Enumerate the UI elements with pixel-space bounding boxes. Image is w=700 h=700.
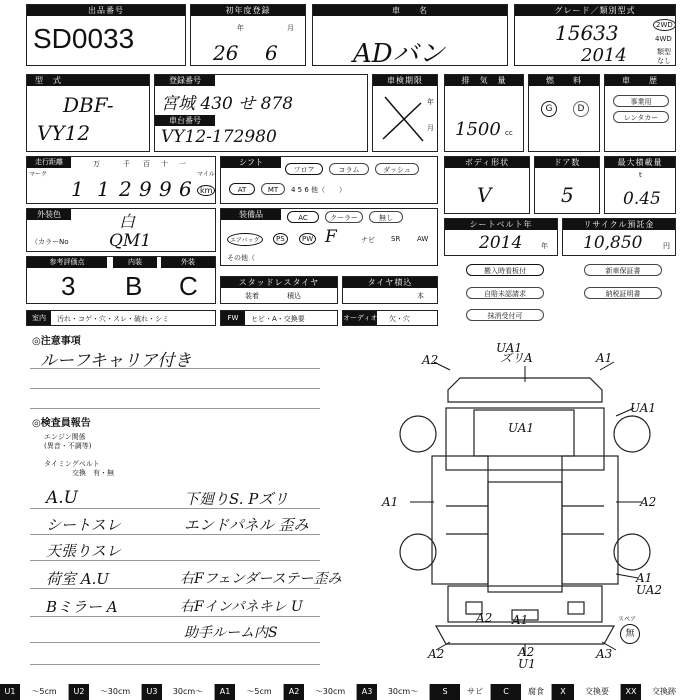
legend-key: A2 bbox=[284, 684, 304, 700]
eq-pw: PW bbox=[299, 233, 316, 245]
displacement-box bbox=[444, 74, 524, 152]
eq-sr: SR bbox=[391, 235, 401, 243]
caution-label: ◎注意事項 bbox=[32, 336, 81, 347]
diagram-label: A1 bbox=[636, 571, 653, 585]
reg-value: 宮城 430 せ 878 bbox=[161, 94, 294, 114]
fuel-label: 燃 料 bbox=[529, 75, 599, 86]
studless-label: スタッドレスタイヤ bbox=[221, 277, 337, 288]
eq-none: 無し bbox=[369, 211, 403, 223]
shift-at: AT bbox=[229, 183, 255, 195]
eq-handwritten: F bbox=[325, 227, 337, 247]
inspection-crossout bbox=[375, 89, 435, 149]
mile-unit: マイル bbox=[197, 171, 215, 178]
first-reg-label: 初年度登録 bbox=[191, 5, 305, 16]
diagram-label: A3 bbox=[596, 647, 613, 661]
diagram-label: A1 bbox=[512, 613, 529, 627]
score-value: 3 bbox=[61, 271, 76, 301]
note-left-3: 天張りスレ bbox=[46, 542, 122, 560]
model-name-label: 車 名 bbox=[313, 5, 507, 16]
mileage-label: 走行距離 bbox=[27, 157, 71, 168]
doc-tax: 納税証明書 bbox=[584, 287, 662, 299]
unit-ju: 十 bbox=[161, 160, 168, 168]
unit-ichi: 一 bbox=[179, 160, 186, 168]
unit-hyaku: 百 bbox=[143, 160, 150, 168]
score-box bbox=[26, 256, 216, 304]
belt-label: タイミングベルト bbox=[44, 460, 100, 468]
studless-box bbox=[220, 276, 338, 304]
unit-man: 万 bbox=[93, 160, 100, 168]
model-code-1: DBF- bbox=[63, 93, 114, 117]
mileage-digit-6: 6 bbox=[179, 177, 192, 201]
meter-label: マーク bbox=[29, 171, 48, 178]
year-label: 年 bbox=[237, 24, 244, 32]
diagram-label: UA1 bbox=[508, 421, 535, 435]
color-box bbox=[26, 208, 216, 252]
first-reg-month: 6 bbox=[265, 41, 278, 65]
lot-box bbox=[26, 4, 186, 66]
legend-value: ～5cm bbox=[235, 684, 284, 700]
inspector-label: ◎検査員報告 bbox=[32, 418, 91, 429]
seatbelt-unit: 年 bbox=[541, 242, 548, 250]
insp-year-label: 年 bbox=[427, 98, 434, 106]
doors-label: ドア数 bbox=[535, 157, 599, 168]
interior-label: 内装 bbox=[113, 257, 157, 268]
diagram-label: A1 bbox=[382, 495, 399, 509]
diagram-label: UA1 bbox=[630, 401, 657, 415]
doc-signboard: 搬入時看板付 bbox=[466, 264, 544, 276]
legend-key: U3 bbox=[142, 684, 162, 700]
exterior-label: 外装 bbox=[161, 257, 215, 268]
capacity-box bbox=[604, 156, 676, 214]
drive-2wd: 2WD bbox=[653, 19, 676, 31]
legend-value: 30cm～ bbox=[377, 684, 430, 700]
mileage-digit-3: 2 bbox=[119, 177, 132, 201]
note-rule bbox=[30, 616, 320, 617]
inspection-label: 車検期限 bbox=[373, 75, 437, 86]
legend-value: 30cm～ bbox=[162, 684, 215, 700]
tire-label: タイヤ積込 bbox=[343, 277, 437, 288]
grade-2: 2014 bbox=[581, 45, 627, 66]
shift-dash: ダッシュ bbox=[375, 163, 419, 175]
registration-box bbox=[154, 74, 368, 152]
fuel-d: D bbox=[573, 101, 589, 117]
recycle-value: 10,850 bbox=[583, 233, 643, 253]
model-code-box bbox=[26, 74, 150, 152]
legend-key: X bbox=[552, 684, 574, 700]
interior-notes-box bbox=[26, 310, 216, 326]
legend-key: U2 bbox=[69, 684, 89, 700]
audio-box bbox=[342, 310, 438, 326]
chassis-label: 車台番号 bbox=[155, 115, 215, 126]
history-rental: レンタカー bbox=[613, 111, 669, 123]
legend-value: ～30cm bbox=[89, 684, 142, 700]
studless-fitted: 装着 bbox=[245, 292, 259, 300]
note-rule bbox=[30, 368, 320, 369]
note-right-5: 右Fインパネキレ U bbox=[180, 599, 303, 615]
fw-label: FW bbox=[221, 311, 245, 325]
studless-loaded: 積込 bbox=[287, 292, 301, 300]
note-right-1: 下廻りS. Pズリ bbox=[184, 490, 289, 508]
vehicle-diagram bbox=[382, 341, 663, 676]
color-no: QM1 bbox=[109, 231, 152, 251]
exterior-grade: C bbox=[179, 271, 198, 301]
note-rule bbox=[30, 664, 320, 665]
lot-number: SD0033 bbox=[33, 23, 135, 54]
note-left-1: A.U bbox=[46, 488, 79, 508]
diagram-label: U1 bbox=[518, 657, 536, 671]
note-rule bbox=[30, 642, 320, 643]
history-label: 車 歴 bbox=[605, 75, 675, 86]
eq-ac: AC bbox=[287, 211, 319, 223]
legend-value: サビ bbox=[460, 684, 491, 700]
interior-notes-label: 室内 bbox=[27, 311, 51, 325]
model-name: ADバン bbox=[353, 39, 445, 69]
fw-values: ヒビ・A・交換要 bbox=[251, 315, 305, 323]
capacity-unit: t bbox=[639, 171, 642, 179]
grade-label: グレード／類別型式 bbox=[515, 5, 675, 16]
cc-unit: cc bbox=[505, 129, 513, 137]
shift-column: コラム bbox=[329, 163, 369, 175]
body-box bbox=[444, 156, 530, 214]
exterior-color-label: 外装色 bbox=[27, 209, 71, 220]
body-label: ボディ形状 bbox=[445, 157, 529, 168]
legend-value: ～30cm bbox=[304, 684, 357, 700]
recycle-label: リサイクル預託金 bbox=[563, 219, 675, 230]
note-left-5: Bミラー A bbox=[46, 598, 118, 616]
unit-sen: 千 bbox=[123, 160, 130, 168]
month-label: 月 bbox=[287, 24, 294, 32]
doc-cancel: 抹消受付可 bbox=[466, 309, 544, 321]
shift-speeds: 4 5 6 他（ ） bbox=[291, 186, 347, 194]
eq-other: その他（ bbox=[227, 254, 255, 262]
legend-key: U1 bbox=[0, 684, 20, 700]
inspection-box bbox=[372, 74, 438, 152]
spare-label: スペア bbox=[618, 616, 637, 623]
spare-value: 無 bbox=[620, 624, 640, 644]
model-code-2: VY12 bbox=[37, 121, 91, 145]
model-code-label: 型 式 bbox=[27, 75, 149, 86]
diagram-label: A2 bbox=[640, 495, 657, 509]
audio-values: 欠・穴 bbox=[389, 315, 410, 323]
insp-month-label: 月 bbox=[427, 124, 434, 132]
legend-value: 交換要 bbox=[574, 684, 621, 700]
legend-value: 交換跡 bbox=[641, 684, 687, 700]
equipment-box bbox=[220, 208, 438, 266]
note-left-2: シートスレ bbox=[46, 516, 121, 534]
shift-label: シフト bbox=[221, 157, 281, 168]
body-value: V bbox=[477, 183, 492, 207]
fuel-g: G bbox=[541, 101, 557, 117]
doors-box bbox=[534, 156, 600, 214]
audio-label: オーディオ bbox=[343, 311, 377, 325]
doc-insurance: 自賠未認請求 bbox=[466, 287, 544, 299]
grade-1: 15633 bbox=[555, 21, 619, 45]
lot-label: 出品番号 bbox=[27, 5, 185, 16]
engine-sub: (異音・不調等) bbox=[44, 442, 92, 450]
legend-key: S bbox=[430, 684, 460, 700]
tire-box bbox=[342, 276, 438, 304]
shift-floor: フロア bbox=[285, 163, 323, 175]
shift-mt: MT bbox=[261, 183, 285, 195]
caution-text: ルーフキャリア付き bbox=[40, 351, 192, 371]
reg-label: 登録番号 bbox=[155, 75, 215, 86]
history-box bbox=[604, 74, 676, 152]
belt-sub: 交換 有・無 bbox=[72, 469, 114, 477]
recycle-box bbox=[562, 218, 676, 256]
chassis-value: VY12-172980 bbox=[161, 127, 277, 147]
legend-value: 腐食 bbox=[521, 684, 552, 700]
note-rule bbox=[30, 588, 320, 589]
eq-navi: ナビ bbox=[361, 236, 375, 244]
note-left-4: 荷室 A.U bbox=[46, 570, 110, 588]
legend-key: XX bbox=[621, 684, 641, 700]
color-no-label: （カラーNo bbox=[31, 238, 69, 246]
legend-key: A1 bbox=[215, 684, 235, 700]
diagram-label: A2 bbox=[518, 645, 535, 659]
mileage-box bbox=[26, 156, 216, 204]
history-business: 事業用 bbox=[613, 95, 669, 107]
diagram-label: A2 bbox=[476, 611, 493, 625]
note-right-6: 助手ルーム内S bbox=[184, 625, 278, 641]
diagram-label: UA2 bbox=[636, 583, 663, 597]
displacement-value: 1500 bbox=[455, 119, 501, 140]
first-registration-box bbox=[190, 4, 306, 66]
grade-box bbox=[514, 4, 676, 66]
doors-value: 5 bbox=[561, 183, 574, 207]
legend-value: ～5cm bbox=[20, 684, 69, 700]
note-right-2: エンドパネル 歪み bbox=[184, 516, 309, 534]
seatbelt-box bbox=[444, 218, 558, 256]
seatbelt-year: 2014 bbox=[479, 233, 523, 253]
engine-label: エンジン関係 bbox=[44, 433, 86, 441]
equipment-label: 装備品 bbox=[221, 209, 281, 220]
mileage-digit-5: 9 bbox=[159, 177, 172, 201]
diagram-label: ズリA bbox=[500, 351, 533, 365]
eq-aw: AW bbox=[417, 235, 429, 243]
score-label: 参考評価点 bbox=[27, 257, 107, 268]
doc-warranty: 新車保証書 bbox=[584, 264, 662, 276]
mileage-digit-4: 9 bbox=[139, 177, 152, 201]
recycle-unit: 円 bbox=[663, 242, 670, 250]
displacement-label: 排 気 量 bbox=[445, 75, 523, 86]
km-unit: km bbox=[197, 185, 215, 196]
capacity-label: 最大積載量 bbox=[605, 157, 675, 168]
eq-cooler: クーラー bbox=[325, 211, 363, 223]
type-label: 類型 bbox=[657, 48, 671, 56]
diagram-label: A1 bbox=[596, 351, 613, 365]
first-reg-year: 26 bbox=[213, 41, 239, 65]
seatbelt-label: シートベルト年 bbox=[445, 219, 557, 230]
diagram-label: A2 bbox=[428, 647, 445, 661]
drive-4wd: 4WD bbox=[655, 35, 672, 43]
capacity-value: 0.45 bbox=[623, 189, 661, 209]
type-none: なし bbox=[657, 57, 671, 65]
eq-ps: PS bbox=[273, 233, 288, 245]
fw-box bbox=[220, 310, 338, 326]
note-rule bbox=[30, 508, 320, 509]
diagram-label: A2 bbox=[422, 353, 439, 367]
legend-key: C bbox=[491, 684, 521, 700]
diagram-label: UA1 bbox=[496, 341, 523, 355]
damage-legend bbox=[0, 684, 700, 700]
note-rule bbox=[30, 534, 320, 535]
mileage-digit-2: 1 bbox=[97, 177, 110, 201]
legend-key: A3 bbox=[357, 684, 377, 700]
fuel-box bbox=[528, 74, 600, 152]
note-rule bbox=[30, 388, 320, 389]
tire-value: 本 bbox=[417, 292, 424, 300]
eq-airbag: エアバッグ bbox=[227, 233, 263, 246]
model-name-box bbox=[312, 4, 508, 69]
shift-box bbox=[220, 156, 438, 204]
exterior-color: 白 bbox=[119, 212, 136, 231]
interior-notes: 汚れ・コゲ・穴・スレ・破れ・シミ bbox=[57, 315, 169, 323]
interior-grade: B bbox=[125, 271, 143, 301]
note-rule bbox=[30, 408, 320, 409]
mileage-digit-1: 1 bbox=[71, 177, 84, 201]
note-rule bbox=[30, 560, 320, 561]
note-right-4: 右Fフェンダーステー歪み bbox=[180, 571, 342, 587]
